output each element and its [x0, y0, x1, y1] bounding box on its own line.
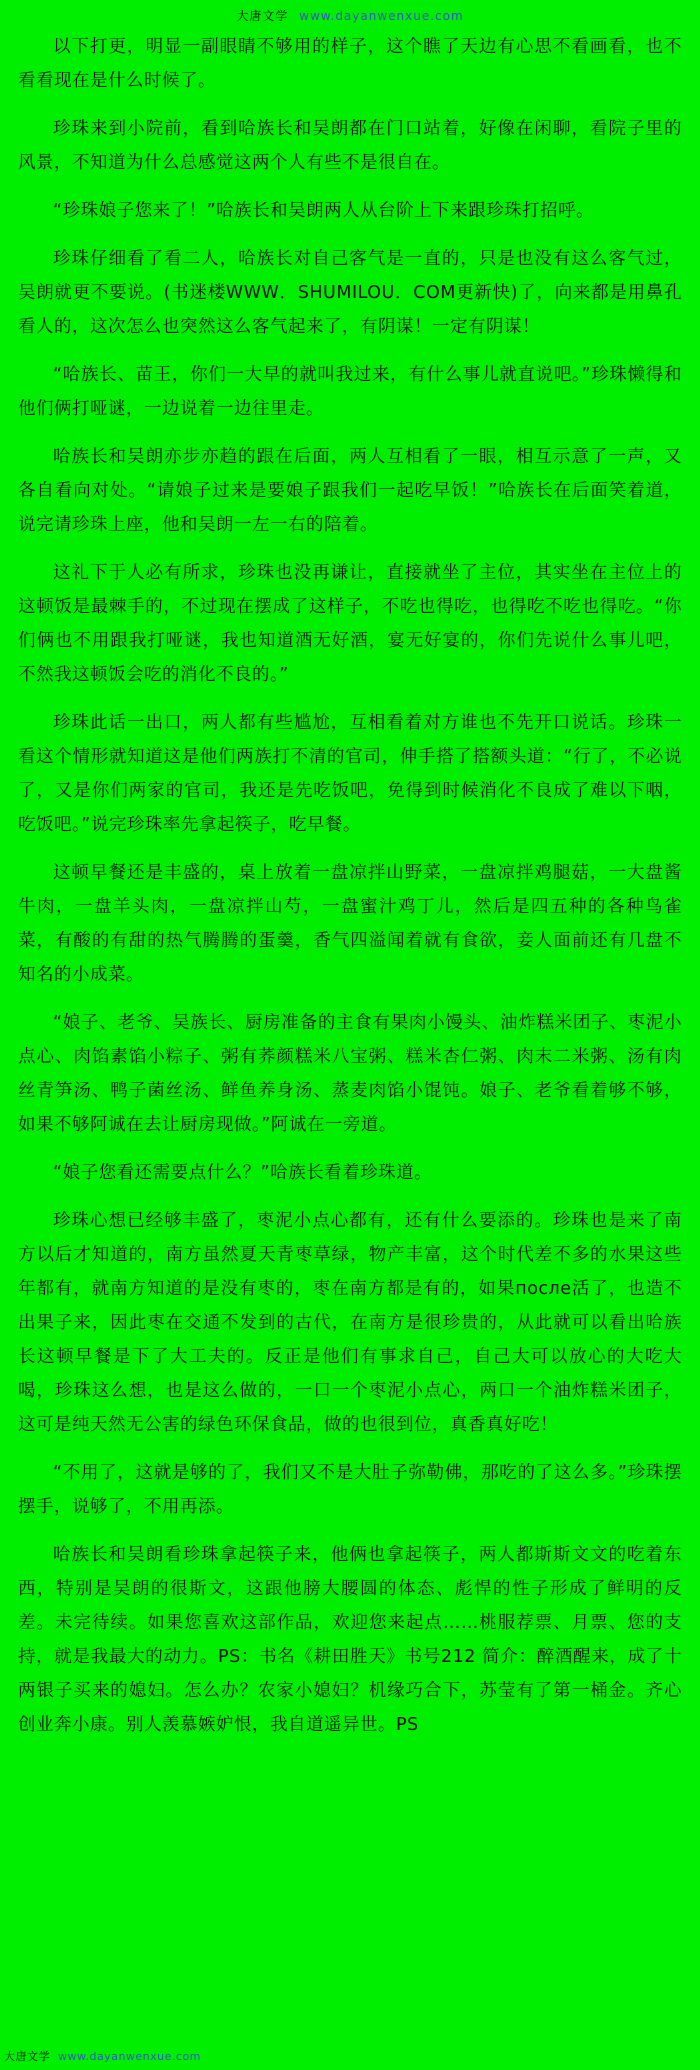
site-brand-footer: 大唐文学	[4, 2050, 50, 2063]
paragraph: 这礼下于人必有所求，珍珠也没再谦让，直接就坐了主位，其实坐在主位上的这顿饭是最棘手的，不过现在摆成了这样子，不吃也得吃，也得吃不吃也得吃。“你们俩也不用跟我打哑谜，我也知道酒无好酒，宴无好宴的，你们先说什么事儿吧，不然我这顿饭会吃的消化不良的。”	[18, 563, 682, 685]
chapter-body	[18, 30, 682, 1742]
paragraph: 珍珠心想已经够丰盛了，枣泥小点心都有，还有什么要添的。珍珠也是来了南方以后才知道的，南方虽然夏天青枣草绿，物产丰富，这个时代差不多的水果这些年都有，就南方知道的是没有枣的，枣在南方都是有的，如果после活了，也造不出果子来，因此枣在交通不发到的古代，在南方是很珍贵的，从此就可以看出哈族长这顿早餐是下了大工夫的。反正是他们有事求自己，自己大可以放心的大吃大喝，珍珠这么想，也是这么做的，一口一个枣泥小点心，两口一个油炸糕米团子，这可是纯天然无公害的绿色环保食品，做的也很到位，真香真好吃！	[18, 1211, 682, 1435]
paragraph: 珍珠仔细看了看二人，哈族长对自己客气是一直的，只是也没有这么客气过，吴朗就更不要说。(书迷楼WWW．SHUMILOU．COM更新快)了，向来都是用鼻孔看人的，这次怎么也突然这么客气起来了，有阴谋！一定有阴谋！	[18, 249, 682, 337]
site-header	[18, 8, 682, 24]
site-brand: 大唐文学	[236, 9, 289, 23]
paragraph: “哈族长、苗王，你们一大早的就叫我过来，有什么事儿就直说吧。”珍珠懒得和他们俩打哑谜，一边说着一边往里走。	[18, 365, 682, 419]
site-url-footer: www.dayanwenxue.com	[58, 2050, 201, 2063]
paragraph: “娘子、老爷、吴族长、厨房准备的主食有果肉小馒头、油炸糕米团子、枣泥小点心、肉馅素馅小粽子、粥有荞颜糕米八宝粥、糕米杏仁粥、肉末二米粥、汤有肉丝青笋汤、鸭子菌丝汤、鲜鱼养身汤、蒸麦肉馅小馄饨。娘子、老爷看着够不够，如果不够阿诚在去让厨房现做。”阿诚在一旁道。	[18, 1013, 682, 1135]
site-footer	[4, 2048, 201, 2064]
paragraph: 以下打更，明显一副眼睛不够用的样子，这个瞧了天边有心思不看画看，也不看看现在是什么时候了。	[18, 37, 682, 91]
paragraph: “不用了，这就是够的了，我们又不是大肚子弥勒佛，那吃的了这么多。”珍珠摆摆手，说够了，不用再添。	[18, 1463, 682, 1517]
paragraph: 这顿早餐还是丰盛的，桌上放着一盘凉拌山野菜，一盘凉拌鸡腿菇，一大盘酱牛肉，一盘羊头肉，一盘凉拌山芍，一盘蜜汁鸡丁儿，然后是四五种的各种鸟雀菜，有酸的有甜的热气腾腾的蛋羹，香气四溢闻着就有食欲，妾人面前还有几盘不知名的小成菜。	[18, 863, 682, 985]
paragraph: 珍珠来到小院前，看到哈族长和吴朗都在门口站着，好像在闲聊，看院子里的风景，不知道为什么总感觉这两个人有些不是很自在。	[18, 119, 682, 173]
paragraph: “娘子您看还需要点什么？”哈族长看着珍珠道。	[53, 1163, 433, 1183]
paragraph: “珍珠娘子您来了！”哈族长和吴朗两人从台阶上下来跟珍珠打招呼。	[53, 201, 595, 221]
paragraph: 哈族长和吴朗看珍珠拿起筷子来，他俩也拿起筷子，两人都斯斯文文的吃着东西，特别是吴朗的很斯文，这跟他膀大腰圆的体态、彪悍的性子形成了鲜明的反差。未完待续。如果您喜欢这部作品，欢迎您来起点……桃服荐票、月票、您的支持，就是我最大的动力。PS：书名《耕田胜天》书号212 简介：醉酒醒来，成了十两银子买来的媳妇。怎么办？农家小媳妇？机缘巧合下，苏莹有了第一桶金。齐心创业奔小康。别人羡慕嫉妒恨，我自道遥异世。РS	[18, 1545, 682, 1735]
paragraph: 哈族长和吴朗亦步亦趋的跟在后面，两人互相看了一眼，相互示意了一声，又各自看向对处。“请娘子过来是要娘子跟我们一起吃早饭！”哈族长在后面笑着道，说完请珍珠上座，他和吴朗一左一右的陪着。	[18, 447, 682, 535]
paragraph: 珍珠此话一出口，两人都有些尴尬，互相看着对方谁也不先开口说话。珍珠一看这个情形就知道这是他们两族打不清的官司，伸手搭了搭额头道：“行了，不必说了，又是你们两家的官司，我还是先吃饭吧，免得到时候消化不良成了难以下咽，吃饭吧。”说完珍珠率先拿起筷子，吃早餐。	[18, 713, 682, 835]
site-url: www.dayanwenxue.com	[299, 9, 464, 23]
